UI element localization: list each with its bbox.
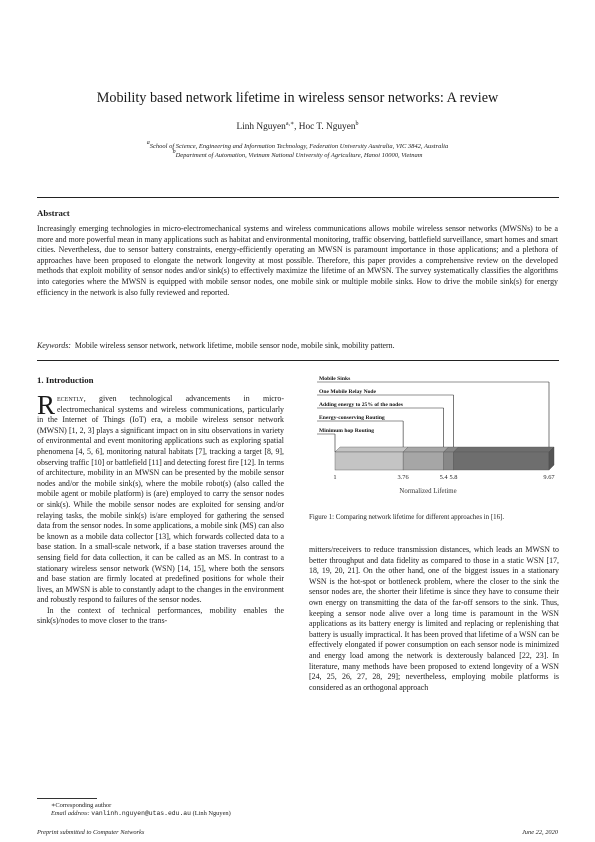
- affiliation-text: Department of Automation, Vietnam National University of Agriculture, Hanoi 10000, Vietnam: [175, 152, 423, 159]
- affiliation-mark: a: [146, 140, 150, 146]
- author-list: [0, 122, 595, 132]
- chart-x-label: Normalized Lifetime: [399, 488, 457, 495]
- chart-bars: [335, 447, 554, 470]
- chart-category-label: One Mobile Relay Node: [319, 389, 377, 395]
- chart-category-label: Adding energy to 25% of the nodes: [319, 402, 403, 408]
- paper-title: Mobility based network lifetime in wireless sensor networks: A review: [96, 90, 499, 106]
- chart-tick-label: 5.4: [439, 474, 448, 481]
- keywords-text: Mobile wireless sensor network, network lifetime, mobile sensor node, mobile sink, mobility pattern.: [74, 341, 395, 350]
- affiliation: [0, 140, 595, 150]
- lifetime-chart: [307, 372, 562, 500]
- footnote-email: [51, 810, 231, 817]
- author-separator: ,: [294, 122, 299, 132]
- chart-tick-labels: [333, 474, 555, 481]
- abstract-text: Increasingly emerging technologies in micro-electromechanical systems and wireless communications allows mobile wireless sensor networks (MWSNs) to be a more and more powerful mean in many applications such as habitat and environmental monitoring, traffic observing, battlefield surveillance, smart homes and smart cities. Nevertheless, due to sensor battery constraints, energy-efficiently operating an MWSN is paramount importance in those applications; and a plethora of approaches have been proposed to elongate the network longevity at most possible. Therefore, this paper provides a comprehensive review on the developed methods that exploit mobility of sensor nodes and/or sink(s) to effectively maximize the lifetime of an MWSN. The survey systematically classifies the algorithms into categories where the MWSN is equipped with mobile sensor nodes, one mobile sink or multiple mobile sinks. How to drive the mobile sink(s) for energy efficiency in the network is also fully reviewed and reported.: [37, 224, 558, 297]
- footnote-corresponding: ∗Corresponding author: [51, 802, 112, 809]
- chart-category-label: Energy-conserving Routing: [319, 415, 385, 421]
- bottom-rule: [37, 360, 559, 361]
- lead-word: ecently: [57, 394, 84, 403]
- abstract-heading: Abstract: [37, 208, 70, 218]
- footer-journal: Preprint submitted to Computer Networks: [37, 829, 145, 836]
- figure-caption: Figure 1: Comparing network lifetime for different approaches in [16].: [309, 513, 505, 521]
- paragraph-text: , given technological advancements in micro-electromechanical systems and wireless communications, particularly in the Internet of Things (IoT) era, a mobile wireless sensor network (MWSN) [1, 2, 3] plays a significant impact on in situ observations in variety of environmental and event monitoring applications such as exploring spatial phenomena [4, 5, 6], monitoring natural habitats [7], tracking a target [8, 9], observing traffic [10] or battlefield [11] and detecting forest fire [12]. In terms of architecture, mobility in an MWSN can be presented by the mobile sensor nodes and/or the mobile sink(s), where the mobile robot(s) (also called the mobile agent or mobile platform) is (are) employed to carry the sensor nodes or sink(s). While the mobile sensor nodes are exploited for sensing and/or relaying tasks, the mobile sink(s) is/are employed for gathering the sensed data from the sensor nodes. In some applications, a mobile sink (MS) can also be known as a mobile data collector [13], which forwards collected data to a base station. In a small-scale network, if a base station traverses around the sensing field for data collection, it can be called as an MS. In contrast to a stationary wireless sensor network (WSN) [14, 15], where both the sensors and base station are firmly located at predefined positions for whole their lives, an MWSN is able to constantly adapt to the changes in the environment and robustly respond to failures of the sensor nodes.: [37, 394, 284, 605]
- chart-tick-label: 9.67: [543, 474, 555, 481]
- left-column: [37, 390, 284, 627]
- chart-bar: [335, 452, 403, 470]
- drop-cap: R: [37, 390, 56, 420]
- affiliation-mark: b: [172, 149, 176, 155]
- chart-category-label: Minimum hop Routing: [319, 428, 375, 434]
- author-name: Linh Nguyen: [236, 122, 286, 132]
- affiliation-text: School of Science, Engineering and Information Technology, Federation University Australia, VIC 3842, Australia: [149, 143, 449, 150]
- affiliation: [0, 149, 595, 159]
- chart-bar-top: [453, 447, 554, 452]
- author-name: Hoc T. Nguyen: [298, 122, 356, 132]
- chart-bar: [453, 452, 549, 470]
- chart-category-labels: [319, 376, 404, 434]
- right-column-text: mitters/receivers to reduce transmission distances, which leads an MWSN to better throughput and data fidelity as compared to those in a static WSN [17, 18, 19, 20, 21]. On the other hand, one of the biggest issues in a stationary WSN is the hot-spot or bottleneck problem, where the closer to the sink the sensor nodes are, the shorter their lifetime is since they have to consume their own energy on transmitting the data of the far-off sensors to the sink. Thus, keeping a sensor node alive over a long time is paramount in the WSN applications as its battery energy is limited and replacing or replenishing that battery is usually impractical. It has been proved that lifetime of a WSN can be effectively elongated if power consumption on each sensor node is minimized and energy load among the network is dexterously balanced [22, 23]. In literature, many methods have been proposed to extend longevity of a WSN [24, 25, 26, 27, 28, 29]; nevertheless, employing mobile platforms is considered as an orthogonal approach: [309, 545, 559, 692]
- chart-tick-label: 1: [333, 474, 337, 481]
- chart-tick-label: 3.76: [397, 474, 409, 481]
- footer-date: June 22, 2020: [521, 829, 558, 836]
- email-label: Email address:: [51, 810, 90, 817]
- chart-bar: [403, 452, 443, 470]
- chart-bar-top: [403, 447, 448, 452]
- chart-tick-label: 5.8: [449, 474, 458, 481]
- intro-paragraph: [37, 390, 284, 606]
- email-name: (Linh Nguyen): [192, 810, 231, 817]
- keywords: [37, 341, 558, 350]
- email-address: vanlinh.nguyen@utas.edu.au: [91, 810, 191, 817]
- author-affiliation-mark: a,∗: [285, 121, 295, 127]
- section-heading: 1. Introduction: [37, 375, 94, 385]
- chart-category-label: Mobile Sinks: [319, 376, 351, 382]
- footnote-rule: [37, 798, 97, 799]
- author-affiliation-mark: b: [355, 121, 359, 127]
- intro-paragraph: In the context of technical performances, mobility enables the sink(s)/nodes to move closer to the trans-: [37, 605, 284, 626]
- top-rule: [37, 197, 559, 198]
- chart-bar: [444, 452, 454, 470]
- chart-bar-top: [335, 447, 408, 452]
- keywords-label: Keywords:: [37, 341, 71, 350]
